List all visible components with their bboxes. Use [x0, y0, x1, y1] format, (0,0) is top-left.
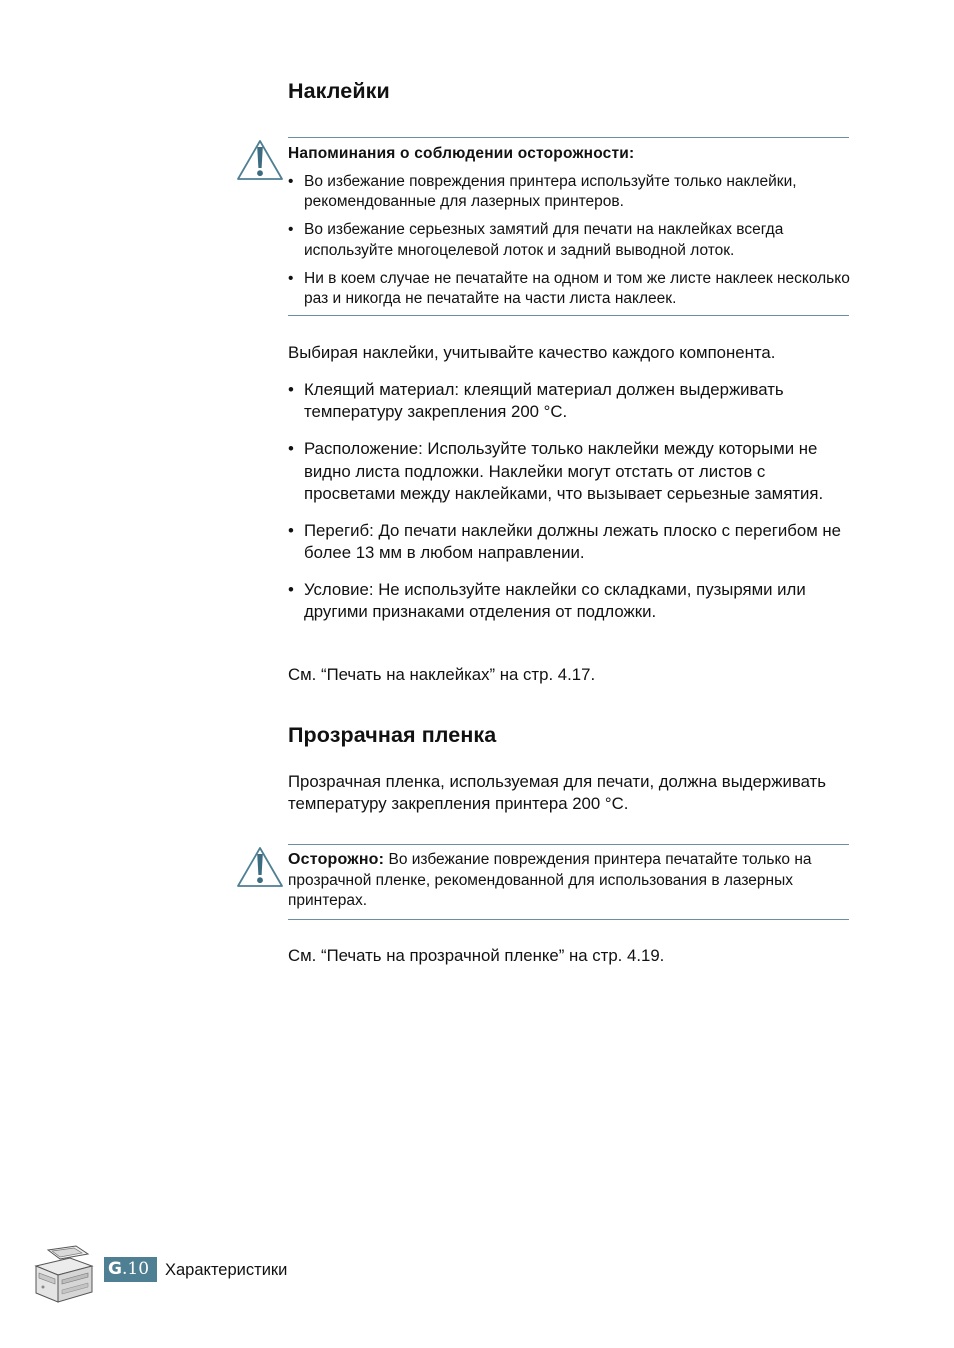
section-title-transparency: Прозрачная пленка [288, 723, 497, 747]
transparency-intro: Прозрачная пленка, используемая для печати, должна выдерживать температуру закрепления принтера 200 °C. [288, 772, 826, 814]
list-item [288, 379, 853, 424]
bullet: • [288, 221, 294, 238]
bullet: • [288, 380, 294, 399]
bullet: • [288, 269, 294, 287]
caution-label: Осторожно: [288, 851, 385, 868]
caution-triangle-icon [235, 845, 285, 889]
page-number: 10 [127, 1259, 150, 1279]
caution-item-text: Во избежание повреждения принтера используйте только наклейки, рекомендованные для лазерных принтеров. [304, 172, 797, 210]
bullet: • [288, 439, 294, 459]
printer-icon [30, 1240, 96, 1306]
list-item-text: Клеящий материал: клеящий материал должен выдерживать температуру закрепления 200 °C. [304, 380, 784, 422]
transparency-caution [288, 850, 848, 912]
bullet: • [288, 172, 294, 190]
bullet: • [288, 520, 294, 540]
list-item [288, 438, 853, 505]
caution-item [288, 269, 853, 310]
transparency-see-also: См. “Печать на прозрачной пленке” на стр. 4.19. [288, 946, 665, 965]
caution2-bottom-rule [288, 919, 849, 920]
labels-intro: Выбирая наклейки, учитывайте качество каждого компонента. [288, 343, 776, 362]
labels-see-also: См. “Печать на наклейках” на стр. 4.17. [288, 665, 596, 684]
bullet: • [288, 580, 294, 600]
caution-item [288, 220, 853, 261]
section-title-labels: Наклейки [288, 79, 390, 103]
list-item-text: Перегиб: До печати наклейки должны лежать плоско с перегибом не более 13 мм в любом направлении. [304, 520, 842, 563]
caution2-top-rule [288, 844, 849, 845]
caution-text: Во избежание повреждения принтера печатайте только на прозрачной пленке, рекомендованной для использования в лазерных принтерах. [288, 851, 812, 909]
page-separator: . [121, 1259, 128, 1279]
caution-top-rule [288, 137, 849, 138]
list-item-text: Условие: Не используйте наклейки со складками, пузырями или другими признаками отделения от подложки. [304, 580, 806, 622]
list-item-text: Расположение: Используйте только наклейки между которыми не видно листа подложки. Наклейки могут отстать от листов с просветами между наклейками, что вызывает серьезные замятия. [304, 439, 824, 504]
caution-triangle-icon [235, 138, 285, 182]
caution-item-text: Ни в коем случае не печатайте на одном и том же листе наклеек несколько раз и никогда не печатайте на части листа наклеек. [304, 269, 850, 307]
labels-requirements-list [288, 379, 853, 638]
caution-item [288, 172, 853, 213]
caution-bottom-rule [288, 315, 849, 316]
page-letter: G [108, 1259, 122, 1279]
caution-item-text: Во избежание серьезных замятий для печати на наклейках всегда используйте многоцелевой лоток и задний выводной лоток. [304, 221, 784, 259]
footer-chapter-label: Характеристики [165, 1261, 288, 1279]
caution-list [288, 172, 853, 318]
caution-title: Напоминания о соблюдении осторожности: [288, 145, 635, 162]
list-item [288, 579, 853, 624]
list-item [288, 520, 853, 565]
page-number-badge [104, 1257, 157, 1282]
